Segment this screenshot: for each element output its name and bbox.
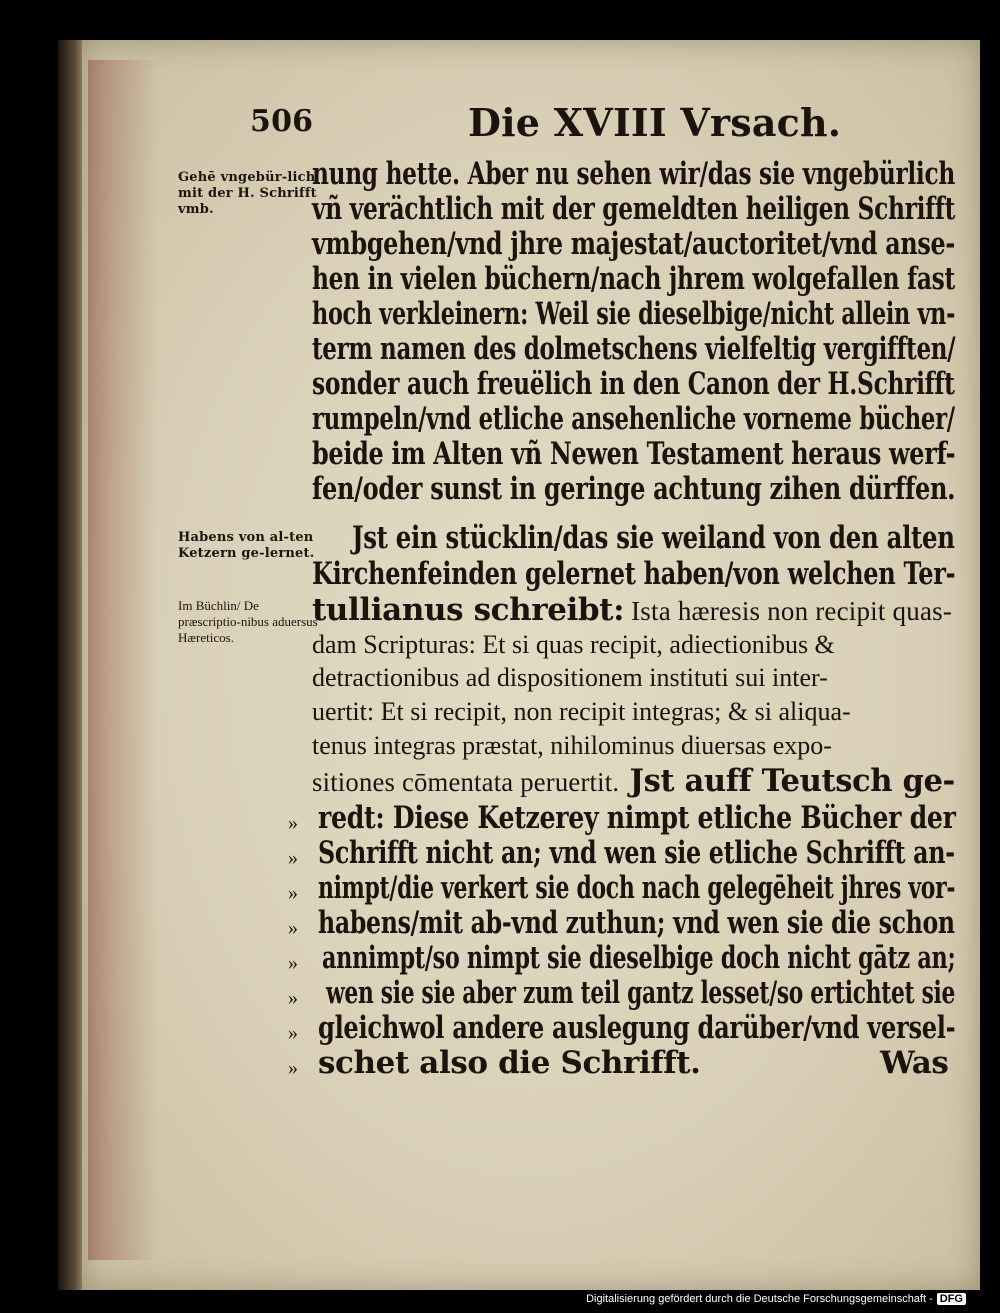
sidenote-1: Gehē vngebür-lich mit der H. Schrifft vmb. (178, 170, 317, 217)
body-line: rumpeln/vnd etliche ansehenliche vorneme bücher/ (312, 401, 955, 437)
body-line-2 (312, 556, 955, 592)
quote-mark: » (288, 952, 298, 974)
latin-text: Ista hæresis non recipit quas- (624, 596, 953, 626)
body-line-2 (312, 763, 955, 799)
fraktur-text: Jst auff Teutsch ge- (619, 763, 955, 799)
quoted-line: Schrifft nicht an; vnd wen sie etliche Schrifft an- (318, 835, 955, 871)
body-line: vmbgehen/vnd jhre majestat/auctoritet/vnd anse- (312, 226, 955, 262)
body-line-2 (312, 663, 828, 693)
body-line: hoch verkleinern: Weil sie dieselbige/nicht allein vn- (312, 296, 956, 332)
body-line: vñ verächtlich mit der gemeldten heiligen Schrifft (312, 191, 956, 227)
quote-mark: » (288, 987, 298, 1009)
quoted-line: wen sie sie aber zum teil gantz lesset/so ertichtet sie (326, 975, 956, 1011)
credit-text: Digitalisierung gefördert durch die Deutsche Forschungsgemeinschaft - (586, 1293, 933, 1305)
quote-mark: » (288, 812, 298, 834)
digitization-credit (586, 1293, 966, 1305)
catchword: Was (880, 1045, 949, 1081)
body-line-2 (312, 630, 835, 660)
body-line: nung hette. Aber nu sehen wir/das sie vngebürlich (312, 156, 955, 192)
fraktur-text: tullianus schreibt: (312, 592, 625, 628)
page-number: 506 (250, 104, 314, 139)
latin-text: sitiones cōmentata peruertit. (312, 767, 620, 797)
quote-mark: » (288, 882, 298, 904)
sidenote-2: Habens von al-ten Ketzern ge-lernet. (178, 530, 315, 561)
fraktur-text: Jst ein stücklin/das sie weiland von den alten (352, 520, 955, 556)
quote-mark: » (288, 1057, 298, 1079)
quoted-line: annimpt/so nimpt sie dieselbige doch nicht gātz an; (322, 940, 956, 976)
quoted-line: habens/mit ab-vnd zuthun; vnd wen sie die schon (318, 905, 955, 941)
body-line-2 (312, 697, 851, 727)
latin-text: uertit: Et si recipit, non recipit integras; & si aliqua- (312, 697, 851, 726)
quoted-line: redt: Diese Ketzerey nimpt etliche Bücher der (318, 800, 956, 836)
latin-text: dam Scripturas: Et si quas recipit, adiectionibus & (312, 630, 835, 659)
body-line: hen in vielen büchern/nach jhrem wolgefallen fast (312, 261, 955, 297)
body-line: fen/oder sunst in geringe achtung zihen dürffen. (312, 471, 956, 507)
body-line: term namen des dolmetschens vielfeltig vergifften/ (312, 331, 956, 367)
page-edge-stain (88, 60, 158, 1260)
quoted-line: nimpt/die verkert sie doch nach gelegēheit jhres vor- (318, 870, 956, 906)
quoted-line: gleichwol andere auslegung darüber/vnd versel- (318, 1010, 956, 1046)
running-head: Die XVIII Vrsach. (468, 100, 842, 145)
quoted-line: schet also die Schrifft. (318, 1045, 701, 1081)
sidenote-3: Im Büchlin/ De præscriptio-nibus aduersus Hæreticos. (178, 598, 318, 645)
page-header (250, 100, 842, 155)
quote-mark: » (288, 1022, 298, 1044)
body-line-2 (312, 731, 832, 761)
body-line-2 (312, 592, 952, 628)
quote-mark: » (288, 847, 298, 869)
dfg-logo: DFG (937, 1293, 966, 1305)
latin-text: tenus integras præstat, nihilominus diuersas expo- (312, 731, 832, 760)
body-line-2 (352, 520, 955, 556)
fraktur-text: Kirchenfeinden gelernet haben/von welchen Ter- (312, 556, 956, 592)
latin-text: detractionibus ad dispositionem instituti sui inter- (312, 663, 828, 692)
quote-mark: » (288, 917, 298, 939)
body-line: sonder auch freuëlich in den Canon der H.Schrifft (312, 366, 955, 402)
body-line: beide im Alten vñ Newen Testament heraus werf- (312, 436, 956, 472)
